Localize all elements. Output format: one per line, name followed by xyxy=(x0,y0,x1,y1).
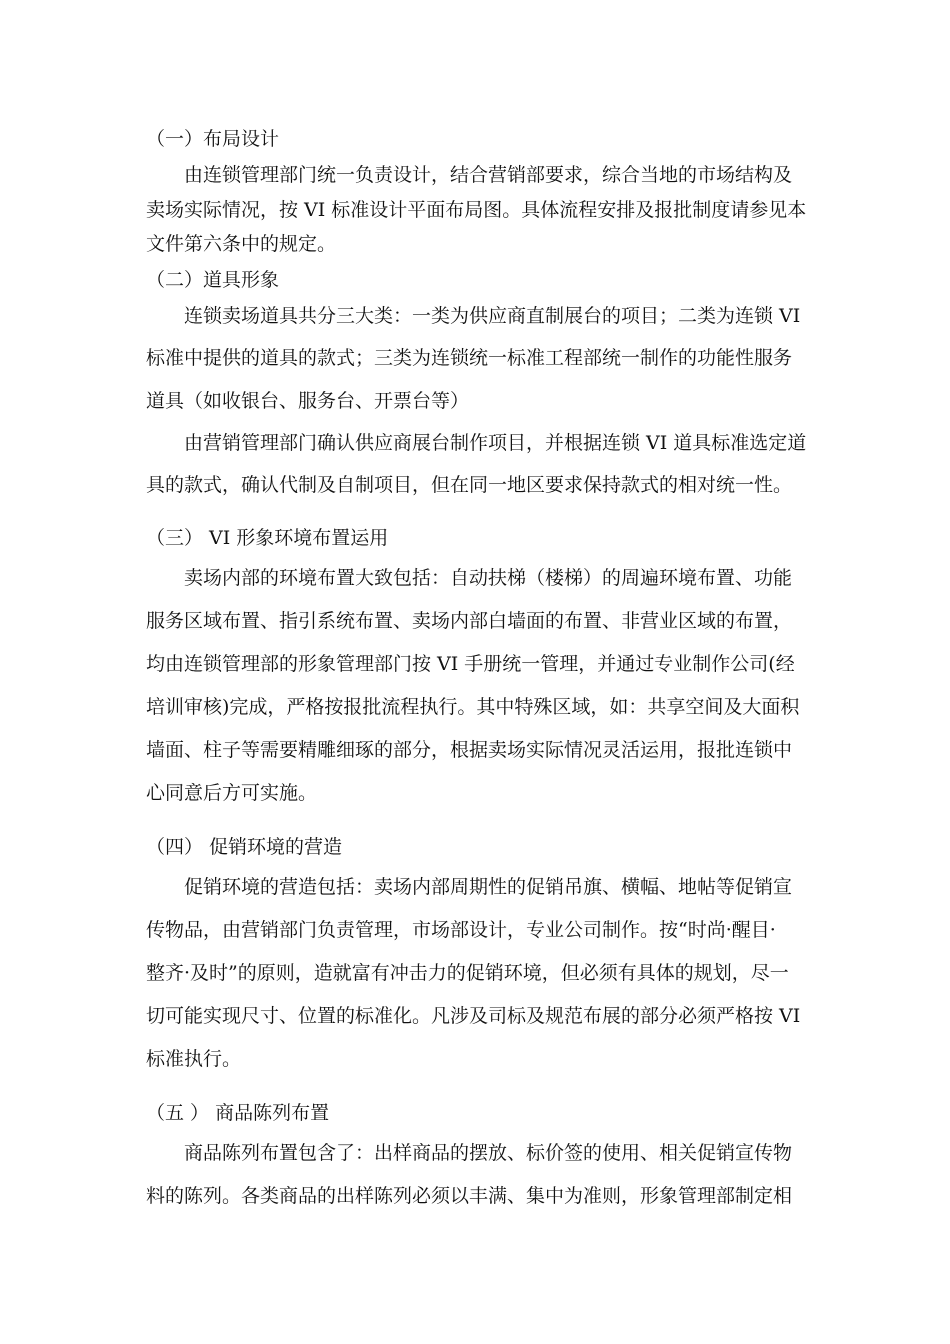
paragraph-line: 墙面、柱子等需要精雕细琢的部分，根据卖场实际情况灵活运用，报批连锁中 xyxy=(146,739,793,761)
paragraph-line: 均由连锁管理部的形象管理部门按 VI 手册统一管理，并通过专业制作公司(经 xyxy=(146,653,795,675)
paragraph-line: 整齐·及时”的原则，造就富有冲击力的促销环境，但必须有具体的规划，尽一 xyxy=(146,962,789,984)
paragraph-line: 由连锁管理部门统一负责设计，结合营销部要求，综合当地的市场结构及 xyxy=(184,164,793,186)
paragraph-line: 由营销管理部门确认供应商展台制作项目，并根据连锁 VI 道具标准选定道 xyxy=(184,432,807,454)
section-heading-3: （三） VI 形象环境布置运用 xyxy=(146,527,389,549)
paragraph-line: 培训审核)完成，严格按报批流程执行。其中特殊区域，如：共享空间及大面积 xyxy=(146,696,800,718)
paragraph-line: 标准执行。 xyxy=(146,1048,242,1070)
paragraph-line: 心同意后方可实施。 xyxy=(146,782,318,804)
paragraph-line: 卖场内部的环境布置大致包括：自动扶梯（楼梯）的周遍环境布置、功能 xyxy=(184,567,793,589)
paragraph-line: 具的款式，确认代制及自制项目，但在同一地区要求保持款式的相对统一性。 xyxy=(146,474,793,496)
paragraph-line: 促销环境的营造包括：卖场内部周期性的促销吊旗、横幅、地帖等促销宣 xyxy=(184,876,793,898)
paragraph-line: 服务区域布置、指引系统布置、卖场内部白墙面的布置、非营业区域的布置， xyxy=(146,610,793,632)
paragraph-line: 卖场实际情况，按 VI 标准设计平面布局图。具体流程安排及报批制度请参见本 xyxy=(146,199,807,221)
paragraph-line: 料的陈列。各类商品的出样陈列必须以丰满、集中为准则，形象管理部制定相 xyxy=(146,1185,793,1207)
paragraph-line: 道具（如收银台、服务台、开票台等） xyxy=(146,390,470,412)
paragraph-line: 切可能实现尺寸、位置的标准化。凡涉及司标及规范布展的部分必须严格按 VI xyxy=(146,1005,801,1027)
paragraph-line: 商品陈列布置包含了：出样商品的摆放、标价签的使用、相关促销宣传物 xyxy=(184,1142,793,1164)
section-heading-4: （四） 促销环境的营造 xyxy=(146,836,343,858)
section-heading-2: （二）道具形象 xyxy=(146,269,280,291)
paragraph-line: 文件第六条中的规定。 xyxy=(146,233,337,255)
paragraph-line: 标准中提供的道具的款式；三类为连锁统一标准工程部统一制作的功能性服务 xyxy=(146,347,793,369)
paragraph-line: 连锁卖场道具共分三大类：一类为供应商直制展台的项目；二类为连锁 VI xyxy=(184,305,801,327)
section-heading-1: （一）布局设计 xyxy=(146,128,280,150)
section-heading-5: （五 ） 商品陈列布置 xyxy=(146,1102,330,1124)
paragraph-line: 传物品，由营销部门负责管理，市场部设计，专业公司制作。按“时尚·醒目· xyxy=(146,919,776,941)
